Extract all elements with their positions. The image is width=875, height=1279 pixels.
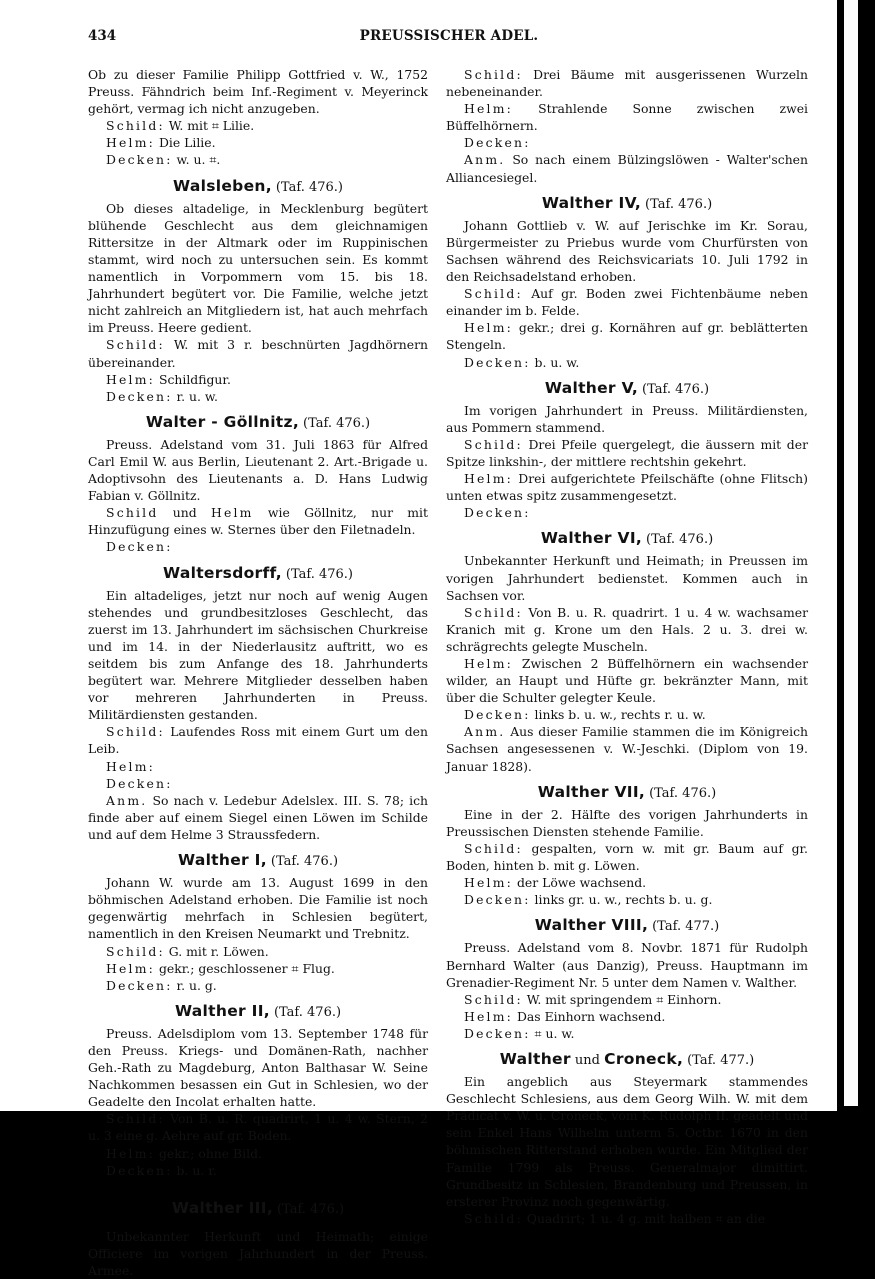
schild-line: Schild: Quadrirt; 1 u. 4 g. mit halben ⌗ an die: [464, 1210, 766, 1226]
entry-body: Ob dieses altadelige, in Mecklenburg begütert blühende Geschlecht aus dem gleichnamigen Rittersitze in der Altmark oder im Ruppinischen stammt, wird noch zu untersuchen sein. Es kommt namentlich in Vorpommern vom 15. bis 18. Jahrhundert begütert vor. Die Familie, welche jetzt nicht zahlreich an Mitgliedern ist, hat auch mehrfach im Preuss. Heere gedient.: [88, 200, 428, 336]
schild-line: Schild: Auf gr. Boden zwei Fichtenbäume neben einander im b. Felde.: [446, 286, 808, 319]
entry-heading: Walther III, (Taf. 476.): [171, 1198, 345, 1217]
entry-heading: Walther und Croneck, (Taf. 477.): [499, 1049, 755, 1068]
helm-line: Helm: Schildfigur.: [106, 371, 231, 387]
helm-line: Helm:: [106, 758, 156, 774]
helm-line: Helm: Die Lilie.: [106, 135, 216, 151]
continued-paragraph: Ob zu dieser Familie Philipp Gottfried v. W., 1752 Preuss. Fähndrich beim Inf.-Regiment v. Meyerinck gehört, vermag ich nicht anzugeben.: [88, 67, 428, 117]
decken-line: Decken: b. u. w.: [464, 354, 580, 370]
schild-line: Schild: W. mit ⌗ Lilie.: [106, 118, 255, 134]
entry-heading: Walther V, (Taf. 476.): [544, 378, 710, 397]
decken-line: Decken:: [106, 775, 173, 791]
entry-body: Johann Gottlieb v. W. auf Jerischke im Kr. Sorau, Bürgermeister zu Priebus wurde vom Churfürsten von Sachsen während des Reichsvicariats 10. Juli 1792 in den Reichsadelstand erhoben.: [446, 217, 808, 285]
schild-line: Schild: Von B. u. R. quadrirt, 1 u. 4 w. Stern, 2 u. 3 eine g. Aehre auf gr. Boden.: [88, 1111, 428, 1144]
scan-edge-strip: [844, 0, 858, 1106]
entry-body: Im vorigen Jahrhundert in Preuss. Militärdiensten, aus Pommern stammend.: [446, 402, 808, 435]
decken-line: Decken: links b. u. w., rechts r. u. w.: [464, 707, 706, 723]
left-column: [88, 66, 428, 1279]
entry-body: Eine in der 2. Hälfte des vorigen Jahrhunderts in Preussischen Diensten stehende Familie.: [446, 806, 808, 839]
entry-heading: Waltersdorff, (Taf. 476.): [162, 563, 353, 582]
entry-body: Preuss. Adelstand vom 8. Novbr. 1871 für Rudolph Bernhard Walter (aus Danzig), Preuss. Hauptmann im Grenadier-Regiment Nr. 5 unter dem Namen v. Walther.: [446, 940, 808, 990]
decken-line: Decken:: [106, 539, 173, 555]
entry-heading: Walther VI, (Taf. 476.): [540, 529, 714, 548]
decken-line: Decken: links gr. u. w., rechts b. u. g.: [464, 892, 713, 908]
schild-line: Schild: Drei Bäume mit ausgerissenen Wurzeln nebeneinander.: [446, 67, 808, 100]
entry-body: Johann W. wurde am 13. August 1699 in den böhmischen Adelstand erhoben. Die Familie ist noch gegenwärtig mehrfach in Schlesien begütert, namentlich in den Kreisen Neumarkt und Trebnitz.: [88, 875, 428, 942]
schild-label: Schild:: [106, 118, 165, 134]
entry-heading: Walther II, (Taf. 476.): [174, 1001, 342, 1020]
anm-line: Anm. So nach v. Ledebur Adelslex. III. S. 78; ich finde aber auf einem Siegel einen Löwen im Schilde und auf dem Helme 3 Straussfedern.: [88, 792, 428, 842]
decken-line: Decken:: [464, 135, 531, 151]
schild-line: Schild: Drei Pfeile quergelegt, die äussern mit der Spitze linkshin-, der mittlere rechtshin gekehrt.: [446, 436, 808, 469]
decken-line: Decken: w. u. ⌗.: [106, 152, 221, 168]
page-number: 434: [88, 28, 117, 44]
schild-line: Schild: G. mit r. Löwen.: [106, 943, 269, 959]
entry-body: Unbekannter Herkunft und Heimath; einige Officiere im vorigen Jahrhundert in der Preuss. Armee.: [88, 1228, 428, 1278]
decken-line: Decken:: [464, 505, 531, 521]
helm-label: Helm:: [106, 135, 156, 151]
schild-line: Schild: Von B. u. R. quadrirt. 1 u. 4 w. wachsamer Kranich mit g. Krone um den Hals. 2 u. 3. drei w. schrägrechts gelegte Muscheln.: [446, 604, 808, 654]
helm-line: Helm: Zwischen 2 Büffelhörnern ein wachsender wilder, an Haupt und Hüfte gr. bekränzter Mann, mit über die Schulter gelegter Keule.: [446, 656, 808, 706]
helm-line: Helm: gekr.; geschlossener ⌗ Flug.: [106, 960, 335, 976]
anm-line: Anm. So nach einem Bülzingslöwen - Walter'schen Alliancesiegel.: [446, 152, 808, 185]
schild-line: Schild: gespalten, vorn w. mit gr. Baum auf gr. Boden, hinten b. mit g. Löwen.: [446, 840, 808, 874]
schild-helm-line: Schild und Helm wie Göllnitz, nur mit Hinzufügung eines w. Sternes über den Filetnadeln.: [88, 505, 428, 538]
helm-line: Helm: gekr.; ohne Bild.: [106, 1145, 262, 1161]
helm-line: Helm: Das Einhorn wachsend.: [464, 1008, 666, 1024]
entry-body: Preuss. Adelsdiplom vom 13. September 1748 für den Preuss. Kriegs- und Domänen-Rath, nachher Geh.-Rath zu Magdeburg, Anton Balthasar W. Seine Nachkommen besassen ein Gut in Schlesien, wo der Geadelte den Incolat erhalten hatte.: [88, 1025, 428, 1110]
entry-body: Unbekannter Herkunft und Heimath; in Preussen im vorigen Jahrhundert bedienstet. Kommen auch in Sachsen vor.: [446, 553, 808, 603]
entry-heading: Walther VIII, (Taf. 477.): [534, 916, 720, 935]
decken-label: Decken:: [106, 152, 173, 168]
entry-body: Preuss. Adelstand vom 31. Juli 1863 für Alfred Carl Emil W. aus Berlin, Lieutenant 2. Art.-Brigade u. Adoptivsohn des Lieutenants a. D. Hans Ludwig Fabian v. Göllnitz.: [88, 436, 428, 504]
helm-line: Helm: gekr.; drei g. Kornähren auf gr. beblätterten Stengeln.: [446, 320, 808, 353]
schild-line: Schild: Laufendes Ross mit einem Gurt um den Leib.: [88, 724, 428, 757]
running-head: [88, 28, 810, 48]
schild-line: Schild: W. mit 3 r. beschnürten Jagdhörnern übereinander.: [88, 337, 428, 370]
entry-heading: Walsleben, (Taf. 476.): [173, 176, 343, 195]
entry-heading: Walther VII, (Taf. 476.): [537, 782, 717, 801]
decken-line: Decken: b. u. r.: [106, 1162, 217, 1178]
helm-line: Helm: der Löwe wachsend.: [464, 875, 647, 891]
helm-line: Helm: Drei aufgerichtete Pfeilschäfte (ohne Flitsch) unten etwas spitz zusammengesetzt.: [446, 471, 808, 504]
entry-body: Ein altadeliges, jetzt nur noch auf wenig Augen stehendes und grundbesitzloses Geschlecht, das zuerst im 13. Jahrhundert im sächsischen Churkreise und im 14. in der Niederlausitz auftritt, wo es seitdem bis zum Anfange des 18. Jahrhunderts begütert war. Mehrere Mitglieder desselben haben vor mehreren Jahrhunderten in Preuss. Militärdiensten gestanden.: [88, 587, 428, 723]
decken-line: Decken: r. u. w.: [106, 388, 218, 404]
entry-heading: Walther I, (Taf. 476.): [177, 851, 339, 870]
entry-heading: Walter - Göllnitz, (Taf. 476.): [145, 412, 371, 431]
schild-line: Schild: W. mit springendem ⌗ Einhorn.: [464, 991, 722, 1007]
helm-line: Helm: Strahlende Sonne zwischen zwei Büffelhörnern.: [446, 101, 808, 134]
decken-line: Decken: r. u. g.: [106, 977, 217, 993]
entry-body: Ein angeblich aus Steyermark stammendes Geschlecht Schlesiens, aus dem Georg Wilh. W. mit dem Prädicat v. W. u. Croneck, vom K. Rudolph II. geadelt und sein Enkel Hans Wilhelm unterm 5. Octbr. 1670 in den böhmischen Ritterstand erhoben wurde. Ein Mitglied der Familie 1799 als Preuss. Generalmajor dimittirt. Grundbesitz in Schlesien, Brandenburg und Preussen, in ersterer Provinz noch gegenwärtig.: [446, 1074, 808, 1209]
running-title: PREUSSISCHER ADEL.: [359, 28, 539, 44]
decken-line: Decken: ⌗ u. w.: [464, 1025, 575, 1041]
right-column: [446, 66, 808, 1227]
entry-heading: Walther IV, (Taf. 476.): [541, 193, 713, 212]
anm-line: Anm. Aus dieser Familie stammen die im Königreich Sachsen angesessenen v. W.-Jeschki. (Diplom von 19. Januar 1828).: [446, 724, 808, 774]
